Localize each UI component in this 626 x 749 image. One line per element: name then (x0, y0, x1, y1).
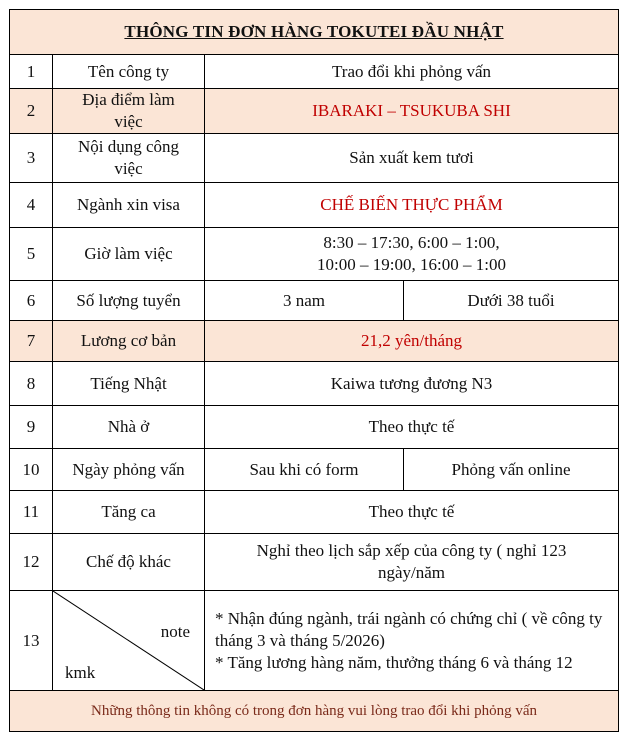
row-value (205, 228, 619, 281)
row-number: 5 (10, 228, 53, 281)
row-value: Theo thực tế (205, 491, 619, 534)
row-number: 10 (10, 449, 53, 491)
row-value: Sản xuất kem tươi (205, 134, 619, 183)
note-label: note (160, 622, 190, 641)
row-number: 8 (10, 362, 53, 406)
table-row (10, 591, 619, 691)
table-row (10, 228, 619, 281)
table-row (10, 55, 619, 89)
footer-row (10, 691, 619, 732)
order-info-sheet (9, 9, 618, 743)
row-value: Theo thực tế (205, 406, 619, 449)
kmk-label: kmk (65, 663, 96, 682)
row-number: 12 (10, 534, 53, 591)
row-number: 1 (10, 55, 53, 89)
table-row (10, 406, 619, 449)
table-row (10, 491, 619, 534)
row-value-a: Sau khi có form (205, 449, 404, 491)
row-label: Tăng ca (53, 491, 205, 534)
row-value: 21,2 yên/tháng (205, 321, 619, 362)
row-number: 3 (10, 134, 53, 183)
title-row (10, 10, 619, 55)
row-number: 2 (10, 89, 53, 134)
working-hours-line-2: 10:00 – 19:00, 16:00 – 1:00 (317, 255, 506, 274)
row-value (205, 591, 619, 691)
table-row (10, 534, 619, 591)
row-label: Nội dụng công việc (53, 134, 205, 183)
row-value-b: Phỏng vấn online (404, 449, 619, 491)
row-value: Nghỉ theo lịch sắp xếp của công ty ( nghỉ 123 ngày/năm (205, 534, 619, 591)
table-row (10, 362, 619, 406)
row-number: 13 (10, 591, 53, 691)
row-number: 7 (10, 321, 53, 362)
row-label: Tên công ty (53, 55, 205, 89)
row-label: Giờ làm việc (53, 228, 205, 281)
working-hours-line-1: 8:30 – 17:30, 6:00 – 1:00, (323, 233, 500, 252)
row-label: Chế độ khác (53, 534, 205, 591)
table-row (10, 89, 619, 134)
row-label: Ngày phỏng vấn (53, 449, 205, 491)
row-label: Nhà ở (53, 406, 205, 449)
footer-note: Những thông tin không có trong đơn hàng vui lòng trao đổi khi phỏng vấn (10, 691, 619, 732)
row-value: Kaiwa tương đương N3 (205, 362, 619, 406)
row-value: Trao đổi khi phỏng vấn (205, 55, 619, 89)
table-row (10, 321, 619, 362)
table-row (10, 134, 619, 183)
row-number: 9 (10, 406, 53, 449)
order-info-table (9, 9, 619, 732)
table-row (10, 183, 619, 228)
note-line-1: * Nhận đúng ngành, trái ngành có chứng chỉ ( về công ty tháng 3 và tháng 5/2026) (215, 608, 603, 650)
table-row (10, 281, 619, 321)
row-label: Địa điểm làm việc (53, 89, 205, 134)
row-label: Lương cơ bản (53, 321, 205, 362)
row-label: Tiếng Nhật (53, 362, 205, 406)
table-title: THÔNG TIN ĐƠN HÀNG TOKUTEI ĐẦU NHẬT (10, 10, 619, 55)
diagonal-label-cell (53, 591, 205, 691)
row-label: Số lượng tuyển (53, 281, 205, 321)
row-value: IBARAKI – TSUKUBA SHI (205, 89, 619, 134)
row-label: Ngành xin visa (53, 183, 205, 228)
row-number: 6 (10, 281, 53, 321)
table-row (10, 449, 619, 491)
note-line-2: * Tăng lương hàng năm, thưởng tháng 6 và tháng 12 (215, 652, 573, 672)
row-value-b: Dưới 38 tuổi (404, 281, 619, 321)
row-number: 4 (10, 183, 53, 228)
row-value: CHẾ BIẾN THỰC PHẨM (205, 183, 619, 228)
row-value-a: 3 nam (205, 281, 404, 321)
row-number: 11 (10, 491, 53, 534)
